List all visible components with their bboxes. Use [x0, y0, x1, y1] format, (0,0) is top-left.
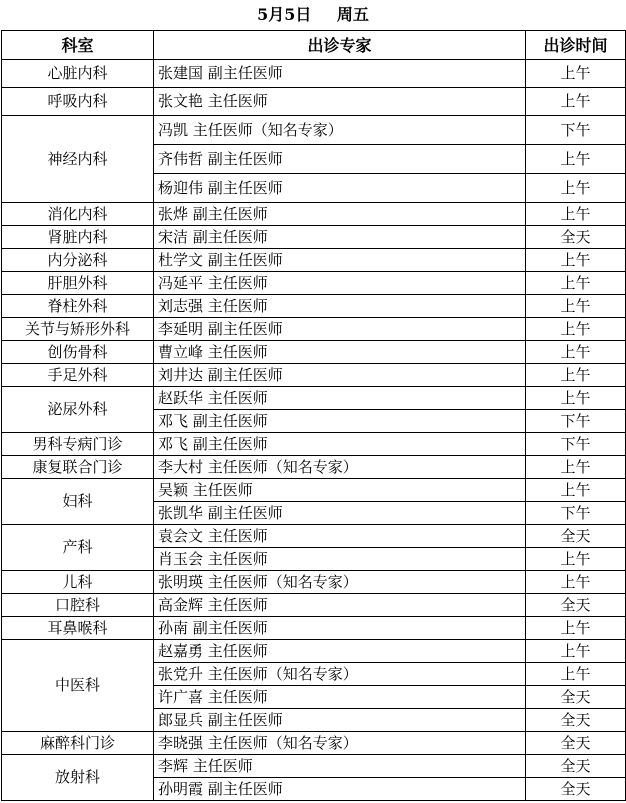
table-row	[2, 755, 626, 778]
time-cell: 全天	[526, 755, 626, 778]
time-cell: 上午	[526, 640, 626, 663]
doctor-cell: 孙明霞 副主任医师	[154, 778, 526, 801]
department-cell: 肾脏内科	[2, 226, 154, 249]
time-cell: 全天	[526, 525, 626, 548]
table-row	[2, 571, 626, 594]
schedule-body	[2, 60, 626, 801]
time-cell: 下午	[526, 116, 626, 145]
department-cell: 手足外科	[2, 364, 154, 387]
department-cell: 内分泌科	[2, 249, 154, 272]
doctor-cell: 冯延平 主任医师	[154, 272, 526, 295]
doctor-cell: 杜学文 副主任医师	[154, 249, 526, 272]
department-cell: 妇科	[2, 479, 154, 525]
department-cell: 男科专病门诊	[2, 433, 154, 456]
time-cell: 上午	[526, 88, 626, 116]
doctor-cell: 张凯华 副主任医师	[154, 502, 526, 525]
table-row	[2, 341, 626, 364]
time-cell: 上午	[526, 341, 626, 364]
time-cell: 上午	[526, 387, 626, 410]
department-cell: 儿科	[2, 571, 154, 594]
header-doctor: 出诊专家	[154, 31, 526, 60]
doctor-cell: 许广喜 主任医师	[154, 686, 526, 709]
doctor-cell: 张文艳 主任医师	[154, 88, 526, 116]
time-cell: 上午	[526, 479, 626, 502]
doctor-cell: 李大村 主任医师（知名专家）	[154, 456, 526, 479]
time-cell: 上午	[526, 364, 626, 387]
department-cell: 口腔科	[2, 594, 154, 617]
time-cell: 上午	[526, 456, 626, 479]
table-row	[2, 387, 626, 410]
page-title	[0, 0, 626, 30]
department-cell: 肝胆外科	[2, 272, 154, 295]
doctor-cell: 张明瑛 主任医师（知名专家）	[154, 571, 526, 594]
time-cell: 下午	[526, 410, 626, 433]
doctor-cell: 李延明 副主任医师	[154, 318, 526, 341]
department-cell: 放射科	[2, 755, 154, 801]
doctor-cell: 李晓强 主任医师（知名专家）	[154, 732, 526, 755]
table-row	[2, 594, 626, 617]
department-cell: 康复联合门诊	[2, 456, 154, 479]
doctor-cell: 吴颖 主任医师	[154, 479, 526, 502]
doctor-cell: 杨迎伟 副主任医师	[154, 174, 526, 203]
department-cell: 创伤骨科	[2, 341, 154, 364]
header-time: 出诊时间	[526, 31, 626, 60]
time-cell: 全天	[526, 686, 626, 709]
schedule-table	[1, 30, 626, 801]
time-cell: 上午	[526, 203, 626, 226]
table-row	[2, 525, 626, 548]
department-cell: 关节与矫形外科	[2, 318, 154, 341]
table-row	[2, 318, 626, 341]
table-row	[2, 456, 626, 479]
doctor-cell: 赵跃华 主任医师	[154, 387, 526, 410]
doctor-cell: 张党升 主任医师（知名专家）	[154, 663, 526, 686]
doctor-cell: 宋洁 副主任医师	[154, 226, 526, 249]
doctor-cell: 刘井达 副主任医师	[154, 364, 526, 387]
time-cell: 上午	[526, 145, 626, 174]
doctor-cell: 刘志强 主任医师	[154, 295, 526, 318]
doctor-cell: 李辉 主任医师	[154, 755, 526, 778]
time-cell: 上午	[526, 174, 626, 203]
doctor-cell: 邓飞 副主任医师	[154, 433, 526, 456]
table-row	[2, 617, 626, 640]
department-cell: 脊柱外科	[2, 295, 154, 318]
doctor-cell: 袁会文 主任医师	[154, 525, 526, 548]
time-cell: 全天	[526, 778, 626, 801]
time-cell: 上午	[526, 272, 626, 295]
time-cell: 全天	[526, 594, 626, 617]
doctor-cell: 肖玉会 主任医师	[154, 548, 526, 571]
header-department: 科室	[2, 31, 154, 60]
time-cell: 上午	[526, 295, 626, 318]
table-row	[2, 479, 626, 502]
doctor-cell: 高金辉 主任医师	[154, 594, 526, 617]
time-cell: 全天	[526, 226, 626, 249]
header-row	[2, 31, 626, 60]
doctor-cell: 冯凯 主任医师（知名专家）	[154, 116, 526, 145]
title-date: 5月5日	[257, 5, 312, 24]
time-cell: 上午	[526, 663, 626, 686]
table-row	[2, 60, 626, 88]
department-cell: 神经内科	[2, 116, 154, 203]
table-row	[2, 249, 626, 272]
time-cell: 上午	[526, 548, 626, 571]
department-cell: 耳鼻喉科	[2, 617, 154, 640]
doctor-cell: 曹立峰 主任医师	[154, 341, 526, 364]
title-weekday: 周五	[336, 5, 369, 24]
doctor-cell: 齐伟哲 副主任医师	[154, 145, 526, 174]
time-cell: 上午	[526, 318, 626, 341]
table-row	[2, 640, 626, 663]
table-row	[2, 433, 626, 456]
time-cell: 上午	[526, 249, 626, 272]
time-cell: 全天	[526, 732, 626, 755]
time-cell: 全天	[526, 709, 626, 732]
time-cell: 上午	[526, 571, 626, 594]
time-cell: 下午	[526, 433, 626, 456]
department-cell: 产科	[2, 525, 154, 571]
department-cell: 麻醉科门诊	[2, 732, 154, 755]
table-row	[2, 364, 626, 387]
department-cell: 中医科	[2, 640, 154, 732]
doctor-cell: 邓飞 副主任医师	[154, 410, 526, 433]
doctor-cell: 张建国 副主任医师	[154, 60, 526, 88]
time-cell: 上午	[526, 617, 626, 640]
doctor-cell: 张烨 副主任医师	[154, 203, 526, 226]
table-row	[2, 732, 626, 755]
table-row	[2, 295, 626, 318]
doctor-cell: 孙南 副主任医师	[154, 617, 526, 640]
department-cell: 呼吸内科	[2, 88, 154, 116]
table-row	[2, 203, 626, 226]
department-cell: 泌尿外科	[2, 387, 154, 433]
time-cell: 上午	[526, 60, 626, 88]
table-row	[2, 226, 626, 249]
table-row	[2, 116, 626, 145]
time-cell: 下午	[526, 502, 626, 525]
doctor-cell: 郎显兵 副主任医师	[154, 709, 526, 732]
department-cell: 心脏内科	[2, 60, 154, 88]
table-row	[2, 88, 626, 116]
department-cell: 消化内科	[2, 203, 154, 226]
doctor-cell: 赵嘉勇 主任医师	[154, 640, 526, 663]
table-row	[2, 272, 626, 295]
